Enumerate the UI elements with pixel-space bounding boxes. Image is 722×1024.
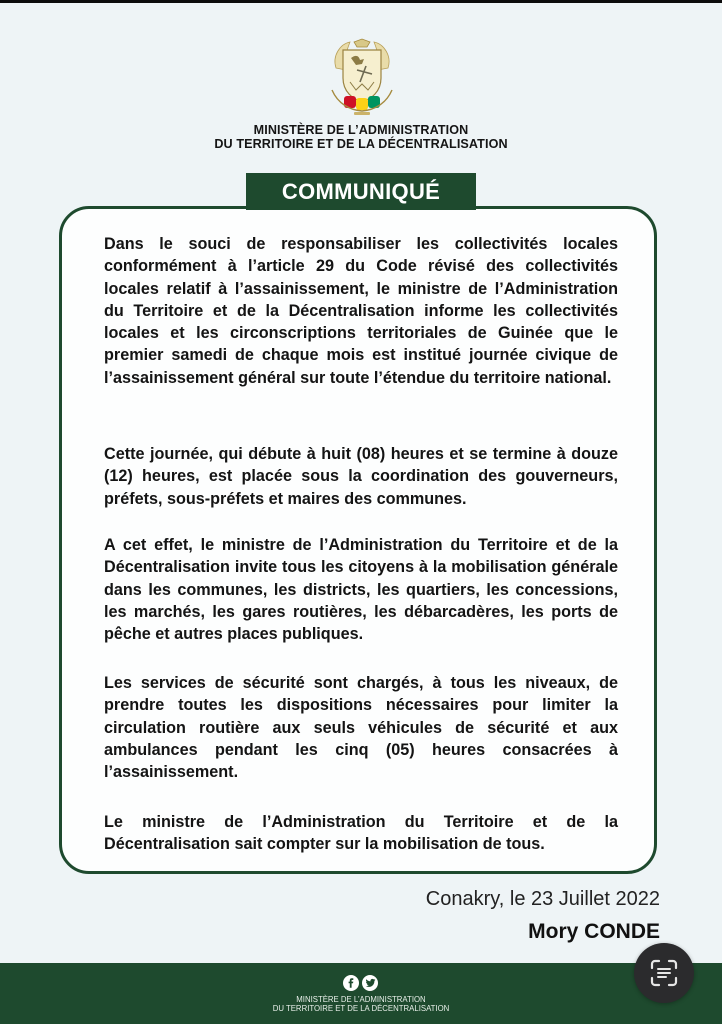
place-and-date: Conakry, le 23 Juillet 2022 xyxy=(425,888,660,910)
paragraph-5: Le ministre de l’Administration du Territoire et de la Décentralisation sait compter sur la mobilisation de tous. xyxy=(104,813,618,854)
footer-line1: MINISTÈRE DE L’ADMINISTRATION xyxy=(296,995,426,1004)
signatory-name: Mory CONDE xyxy=(528,920,660,943)
ministry-name-line2: DU TERRITOIRE ET DE LA DÉCENTRALISATION xyxy=(214,137,508,151)
top-edge-bar xyxy=(0,0,722,3)
paragraph-2: Cette journée, qui débute à huit (08) heures et se termine à douze (12) heures, est placée sous la coordination des gouverneurs, préfets, sous-préfets et maires des communes. xyxy=(104,445,618,508)
footer-line2: DU TERRITOIRE ET DE LA DÉCENTRALISATION xyxy=(272,1004,450,1013)
scan-text-icon xyxy=(649,958,679,988)
guinea-coat-of-arms-emblem xyxy=(326,38,398,116)
facebook-icon[interactable] xyxy=(343,975,359,991)
paragraph-1: Dans le souci de responsabiliser les collectivités locales conformément à l’article 29 du Code révisé des collectivités locales relatif à l’assainissement, le ministre de l’Administration du Territoire et de la Décentralisation informe les collectivités locales et les circonscriptions territoriales de Guinée que le premier samedi de chaque mois est institué journée civique de l’assainissement général sur toute l’étendue du territoire national. xyxy=(104,235,618,387)
ministry-name xyxy=(0,123,722,151)
communique-title xyxy=(246,173,476,210)
footer-bar xyxy=(0,963,722,1024)
scan-text-button[interactable] xyxy=(634,943,694,1003)
paragraph-3: A cet effet, le ministre de l’Administration du Territoire et de la Décentralisation invite tous les citoyens à la mobilisation générale dans les communes, les districts, les quartiers, les concessions, les marchés, les gares routières, les débarcadères, les ports de pêche et autres places publiques. xyxy=(104,536,618,644)
paragraph-4: Les services de sécurité sont chargés, à tous les niveaux, de prendre toutes les dispositions nécessaires pour limiter la circulation routière aux seuls véhicules de sécurité et aux ambulances pendant les cinq (05) heures consacrées à l’assainissement. xyxy=(104,674,618,782)
footer-ministry-name xyxy=(0,995,722,1013)
social-links xyxy=(343,975,378,991)
twitter-icon[interactable] xyxy=(362,975,378,991)
communique-title-text: COMMUNIQUÉ xyxy=(281,178,441,204)
ministry-name-line1: MINISTÈRE DE L’ADMINISTRATION xyxy=(253,123,469,137)
